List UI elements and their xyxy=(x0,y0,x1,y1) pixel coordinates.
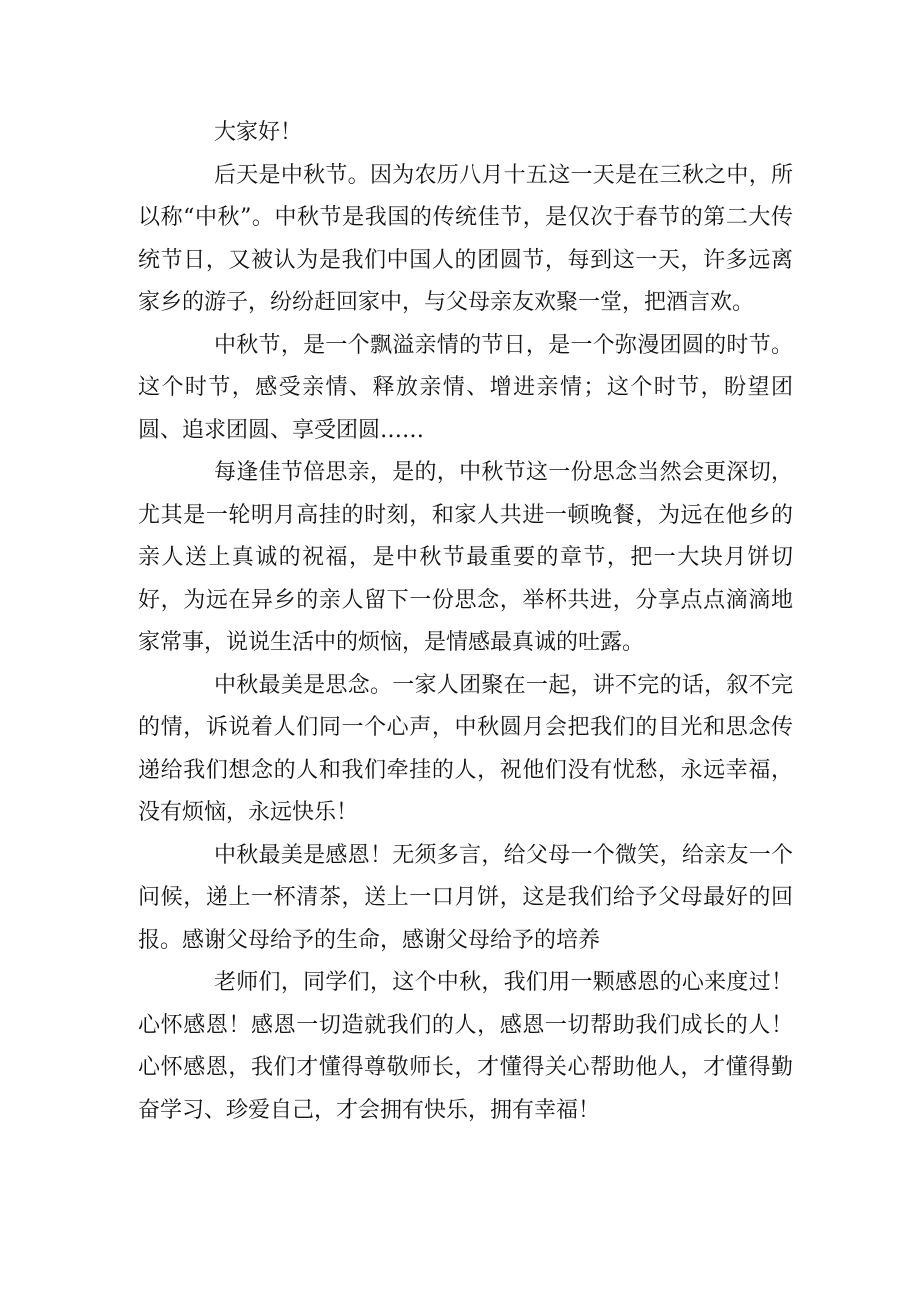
paragraph-3: 每逢佳节倍思亲，是的，中秋节这一份思念当然会更深切，尤其是一轮明月高挂的时刻，和家人共进一顿晚餐，为远在他乡的亲人送上真诚的祝福，是中秋节最重要的章节，把一大块月饼切好，为远在异乡的亲人留下一份思念，举杯共进，分享点点滴滴地家常事，说说生活中的烦恼，是情感最真诚的吐露。 xyxy=(138,460,793,655)
paragraph-1: 后天是中秋节。因为农历八月十五这一天是在三秋之中，所以称“中秋”。中秋节是我国的传统佳节，是仅次于春节的第二大传统节日，又被认为是我们中国人的团圆节，每到这一天，许多远离家乡的游子，纷纷赶回家中，与父母亲友欢聚一堂，把酒言欢。 xyxy=(138,162,793,315)
paragraph-6: 老师们，同学们，这个中秋，我们用一颗感恩的心来度过！心怀感恩！感恩一切造就我们的人，感恩一切帮助我们成长的人！心怀感恩，我们才懂得尊敬师长，才懂得关心帮助他人，才懂得勤奋学习、珍爱自己，才会拥有快乐，拥有幸福！ xyxy=(138,970,793,1123)
paragraph-4: 中秋最美是思念。一家人团聚在一起，讲不完的话，叙不完的情，诉说着人们同一个心声，中秋圆月会把我们的目光和思念传递给我们想念的人和我们牵挂的人，祝他们没有忧愁，永远幸福，没有烦恼，永远快乐！ xyxy=(138,672,793,825)
paragraph-2: 中秋节，是一个飘溢亲情的节日，是一个弥漫团圆的时节。这个时节，感受亲情、释放亲情、增进亲情；这个时节，盼望团圆、追求团圆、享受团圆…… xyxy=(138,332,793,443)
document-body xyxy=(138,112,793,1132)
greeting: 大家好！ xyxy=(214,120,303,145)
paragraph-5: 中秋最美是感恩！无须多言，给父母一个微笑，给亲友一个问候，递上一杯清茶，送上一口月饼，这是我们给予父母最好的回报。感谢父母给予的生命，感谢父母给予的培养 xyxy=(138,842,793,953)
